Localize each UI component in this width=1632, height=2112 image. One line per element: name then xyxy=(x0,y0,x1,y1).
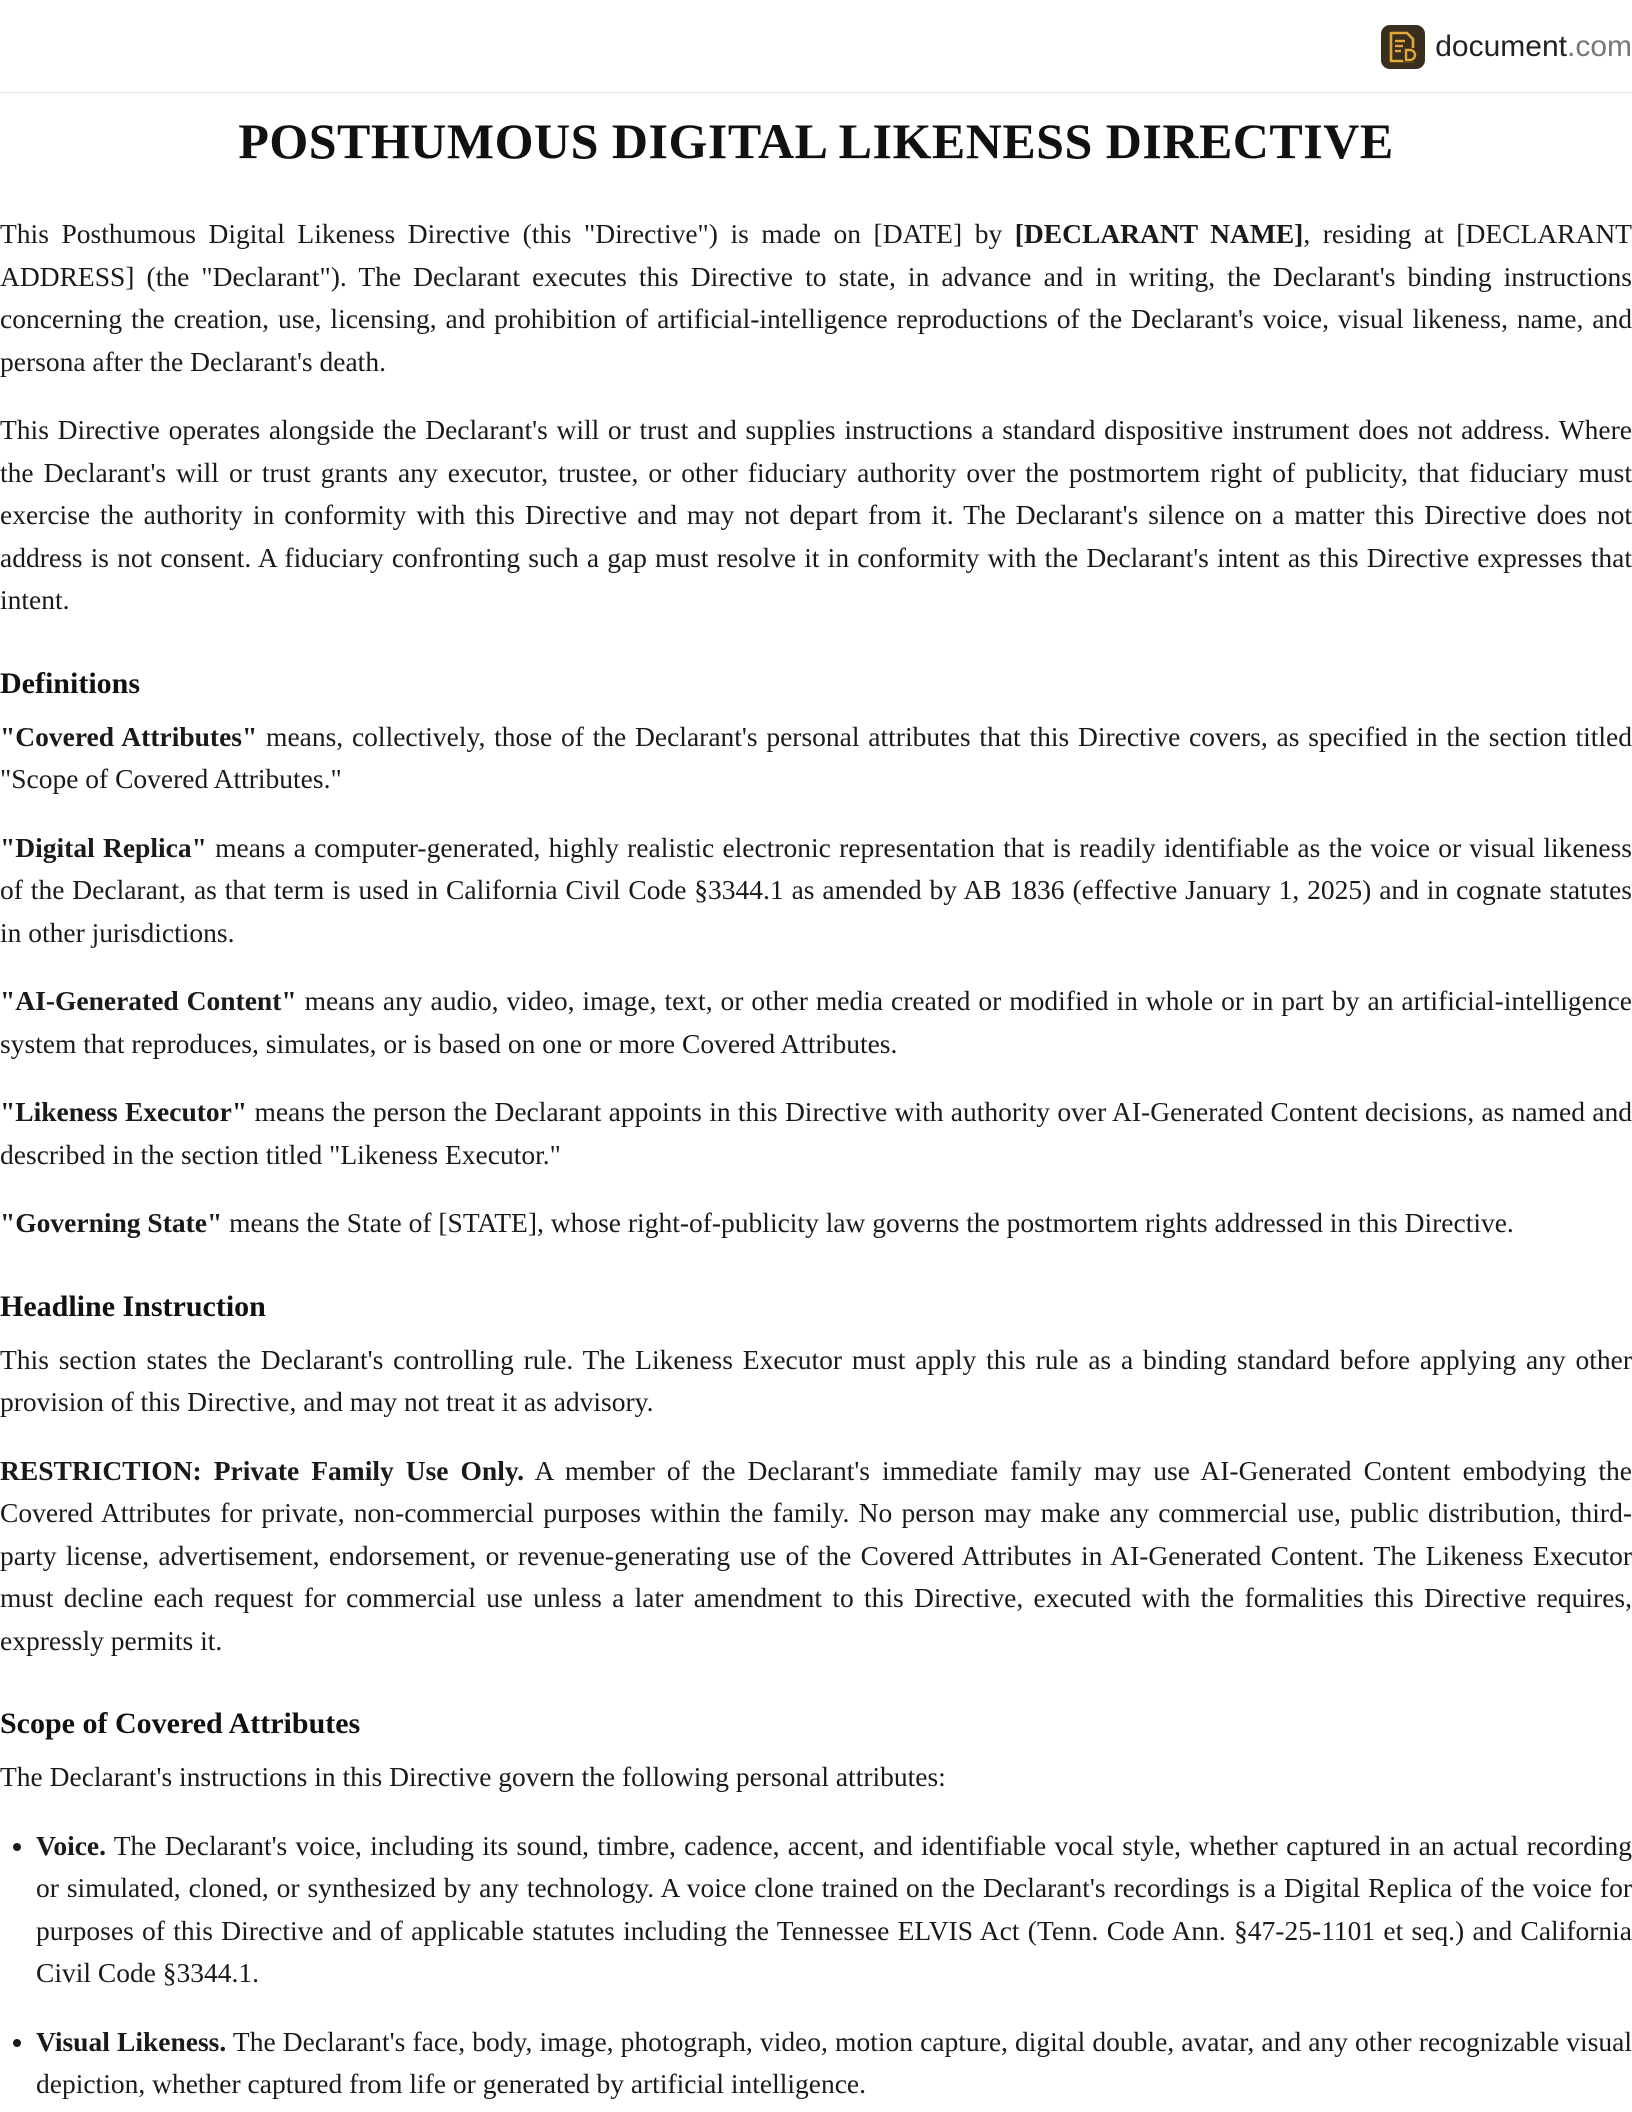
brand-tld: .com xyxy=(1566,30,1632,63)
intro-paragraph-1 xyxy=(0,213,1632,383)
covered-attributes-list xyxy=(0,1825,1632,2106)
intro-paragraph-2: This Directive operates alongside the Declarant's will or trust and supplies instructions a standard dispositive instrument does not address. Where the Declarant's will or trust grants any executor, trustee, or other fiduciary authority over the postmortem right of publicity, that fiduciary must exercise the authority in conformity with this Directive and may not depart from it. The Declarant's silence on a matter this Directive does not address is not consent. A fiduciary confronting such a gap must resolve it in conformity with the Declarant's intent as this Directive expresses that intent. xyxy=(0,414,1632,615)
restriction-label: RESTRICTION: Private Family Use Only. xyxy=(0,1454,524,1486)
attribute-term: Voice. xyxy=(36,1829,107,1861)
definition-term: "AI-Generated Content" xyxy=(0,985,297,1016)
document-body xyxy=(0,92,1632,2106)
definition-text: means the person the Declarant appoints in this Directive with authority over AI-Generated Content decisions, as named and described in the section titled "Likeness Executor." xyxy=(0,1096,1632,1170)
attribute-term: Visual Likeness. xyxy=(36,2025,227,2057)
definition-term: "Governing State" xyxy=(0,1207,223,1238)
attribute-text: The Declarant's face, body, image, photograph, video, motion capture, digital double, avatar, and any other recognizable visual depiction, whether captured from life or generated by artificial intelligence. xyxy=(36,2025,1632,2099)
attribute-text: The Declarant's voice, including its sound, timbre, cadence, accent, and identifiable vocal style, whether captured in an actual recording or simulated, cloned, or synthesized by any technology. A voice clone trained on the Declarant's recordings is a Digital Replica of the voice for purposes of this Directive and of applicable statutes including the Tennessee ELVIS Act (Tenn. Code Ann. §47-25-1101 et seq.) and California Civil Code §3344.1. xyxy=(36,1829,1632,1988)
definition-term: "Digital Replica" xyxy=(0,831,207,863)
intro-text-pre: This Posthumous Digital Likeness Directive (this "Directive") is made on [DATE] by xyxy=(0,218,1015,249)
restriction-text: A member of the Declarant's immediate family may use AI-Generated Content embodying the Covered Attributes for private, non-commercial purposes within the family. No person may make any commercial use, public distribution, third-party license, advertisement, endorsement, or revenue-generating use of the Covered Attributes in AI-Generated Content. The Likeness Executor must decline each request for commercial use unless a later amendment to this Directive, executed with the formalities this Directive requires, expressly permits it. xyxy=(0,1454,1632,1656)
definition-item xyxy=(0,827,1632,955)
definition-term: "Likeness Executor" xyxy=(0,1096,248,1127)
section-heading-headline-instruction: Headline Instruction xyxy=(0,1289,266,1323)
definition-text: means, collectively, those of the Declarant's personal attributes that this Directive covers, as specified in the section titled "Scope of Covered Attributes." xyxy=(0,720,1632,794)
document-title: POSTHUMOUS DIGITAL LIKENESS DIRECTIVE xyxy=(238,113,1394,169)
definition-term: "Covered Attributes" xyxy=(0,720,258,752)
document-logo-icon xyxy=(1381,25,1425,69)
scope-intro: The Declarant's instructions in this Directive govern the following personal attributes: xyxy=(0,1761,946,1792)
intro-text-post: , residing at [DECLARANT ADDRESS] (the "Declarant"). The Declarant executes this Directive to state, in advance and in writing, the Declarant's binding instructions concerning the creation, use, licensing, and prohibition of artificial-intelligence reproductions of the Declarant's voice, visual likeness, name, and persona after the Declarant's death. xyxy=(0,218,1632,377)
headline-paragraph: This section states the Declarant's controlling rule. The Likeness Executor must apply this rule as a binding standard before applying any other provision of this Directive, and may not treat it as advisory. xyxy=(0,1343,1632,1417)
restriction-paragraph xyxy=(0,1450,1632,1663)
top-bar xyxy=(0,0,1632,93)
list-item xyxy=(36,1825,1632,1995)
definition-text: means any audio, video, image, text, or other media created or modified in whole or in part by an artificial-intelligence system that reproduces, simulates, or is based on one or more Covered Attributes. xyxy=(0,985,1632,1059)
definition-item xyxy=(0,980,1632,1065)
definition-item xyxy=(0,716,1632,801)
definition-text: means a computer-generated, highly realistic electronic representation that is readily identifiable as the voice or visual likeness of the Declarant, as that term is used in California Civil Code §3344.1 as amended by AB 1836 (effective January 1, 2025) and in cognate statutes in other jurisdictions. xyxy=(0,831,1632,948)
section-heading-scope: Scope of Covered Attributes xyxy=(0,1707,361,1740)
declarant-name-placeholder: [DECLARANT NAME] xyxy=(1014,218,1304,249)
definition-item xyxy=(0,1202,1632,1245)
definition-text: means the State of [STATE], whose right-of-publicity law governs the postmortem rights addressed in this Directive. xyxy=(222,1207,1514,1238)
section-heading-definitions: Definitions xyxy=(0,666,141,700)
brand-name: document xyxy=(1435,30,1567,63)
definition-item xyxy=(0,1091,1632,1176)
list-item xyxy=(36,2021,1632,2106)
brand-logo[interactable] xyxy=(1381,25,1632,69)
